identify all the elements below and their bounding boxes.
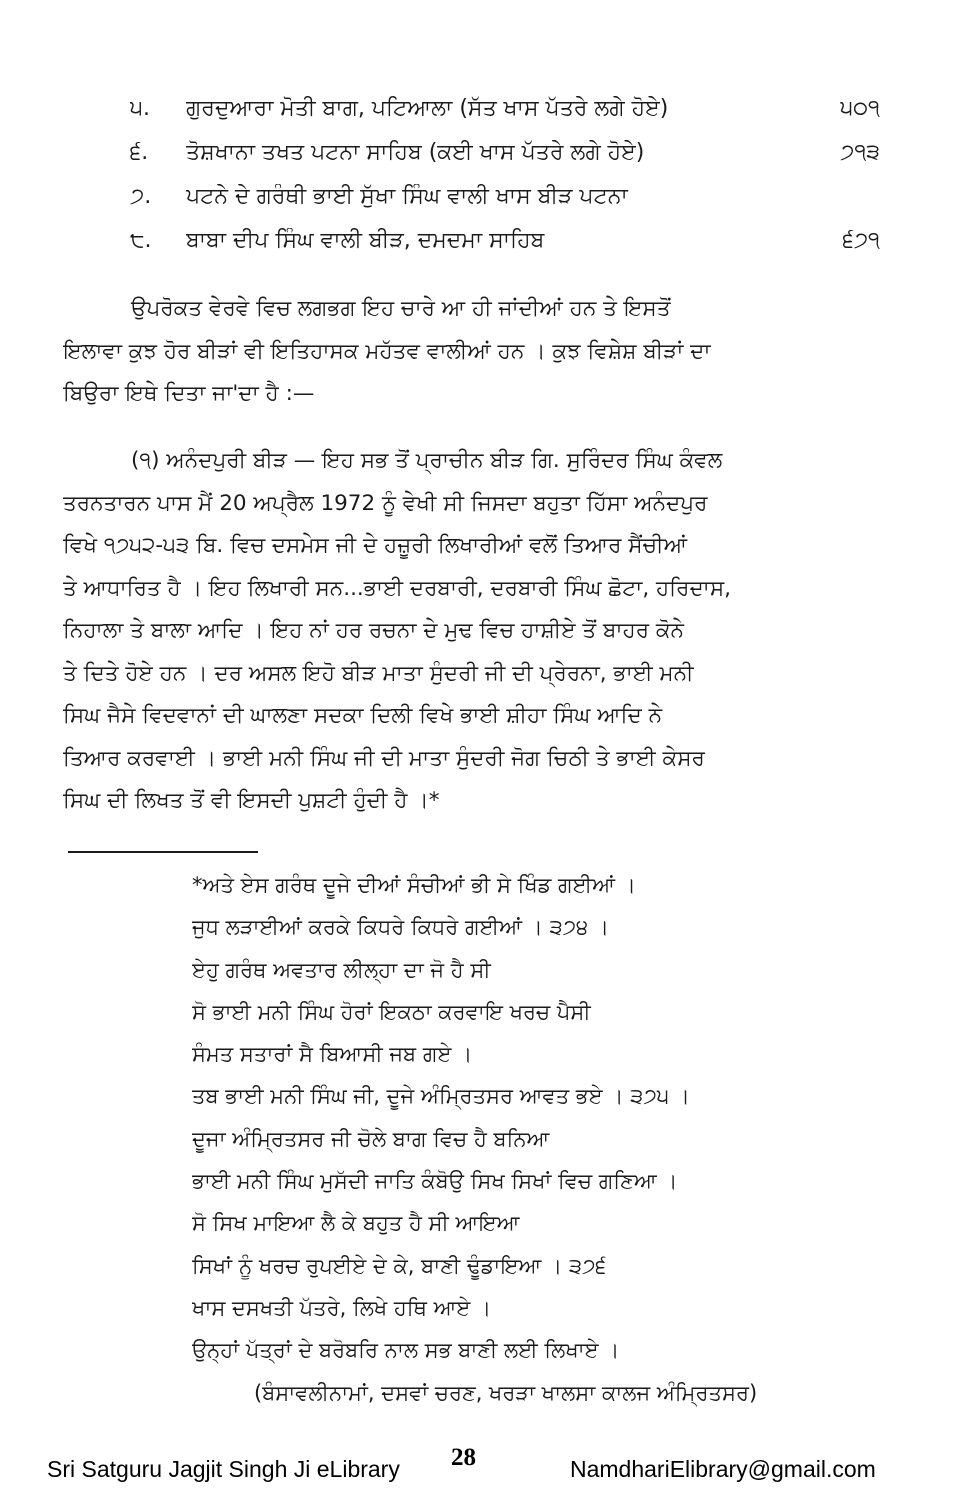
list-item-number: ੬. — [130, 140, 149, 165]
paragraph-line: ਵਿਖੇ ੧੭੫੨-੫੩ ਬਿ. ਵਿਚ ਦਸਮੇਸ ਜੀ ਦੇ ਹਜ਼ੂਰੀ ਲਿਖਾਰੀਆਂ ਵਲੋਂ ਤਿਆਰ ਸੈਂਚੀਆਂ — [63, 533, 688, 558]
footer-library-name: Sri Satguru Jagjit Singh Ji eLibrary — [47, 1456, 400, 1482]
paragraph-line: ਤੇ ਆਧਾਰਿਤ ਹੈ । ਇਹ ਲਿਖਾਰੀ ਸਨ...ਭਾਈ ਦਰਬਾਰੀ, ਦਰਬਾਰੀ ਸਿੰਘ ਛੋਟਾ, ਹਰਿਦਾਸ, — [63, 575, 731, 601]
footnote-verse — [192, 864, 872, 1414]
list-item — [130, 140, 880, 184]
list-item-text: ਬਾਬਾ ਦੀਪ ਸਿੰਘ ਵਾਲੀ ਬੀੜ, ਦਮਦਮਾ ਸਾਹਿਬ — [186, 228, 545, 253]
verse-line: ਭਾਈ ਮਨੀ ਸਿੰਘ ਮੁਸੱਦੀ ਜਾਤਿ ਕੰਬੋਉ ਸਿਖ ਸਿਖਾਂ ਵਿਚ ਗਣਿਆ । — [192, 1169, 678, 1194]
verse-line: ਸਿਖਾਂ ਨੂੰ ਖਰਚ ਰੁਪਈਏ ਦੇ ਕੇ, ਬਾਣੀ ਢੂੰਡਾਇਆ । ੩੭੬ — [192, 1253, 607, 1278]
verse-line: ਤਬ ਭਾਈ ਮਨੀ ਸਿੰਘ ਜੀ, ਦੂਜੇ ਅੰਮ੍ਰਿਤਸਰ ਆਵਤ ਭਏ । ੩੭੫ । — [192, 1084, 690, 1109]
footnote-source: (ਬੰਸਾਵਲੀਨਾਮਾਂ, ਦਸਵਾਂ ਚਰਣ, ਖਰੜਾ ਖਾਲਸਾ ਕਾਲਜ ਅੰਮ੍ਰਿਤਸਰ) — [254, 1380, 758, 1405]
list-item-page: ੫੦੧ — [840, 96, 880, 121]
list-item-number: ੮. — [130, 228, 152, 253]
paragraph-line: ਬਿਉਰਾ ਇਥੇ ਦਿਤਾ ਜਾ'ਦਾ ਹੈ :— — [63, 381, 315, 406]
intro-paragraph — [63, 288, 871, 416]
list-item — [130, 228, 880, 272]
verse-line: ਸੋ ਭਾਈ ਮਨੀ ਸਿੰਘ ਹੋਰਾਂ ਇਕਠਾ ਕਰਵਾਇ ਖਰਚ ਪੈਸੀ — [192, 999, 591, 1024]
paragraph-line: ਇਲਾਵਾ ਕੁਝ ਹੋਰ ਬੀੜਾਂ ਵੀ ਇਤਿਹਾਸਕ ਮਹੱਤਵ ਵਾਲੀਆਂ ਹਨ । ਕੁਝ ਵਿਸ਼ੇਸ਼ ਬੀੜਾਂ ਦਾ — [63, 338, 711, 364]
anandpuri-bir-paragraph — [63, 440, 871, 823]
bir-list — [130, 96, 880, 272]
footnote-divider — [68, 851, 258, 853]
list-item-text: ਪਟਨੇ ਦੇ ਗਰੰਥੀ ਭਾਈ ਸੁੱਖਾ ਸਿੰਘ ਵਾਲੀ ਖਾਸ ਬੀੜ ਪਟਨਾ — [186, 184, 628, 209]
verse-line: ਏਹੁ ਗਰੰਥ ਅਵਤਾਰ ਲੀਲ੍ਹਾ ਦਾ ਜੋ ਹੈ ਸੀ — [192, 957, 491, 982]
paragraph-line: ਤਿਆਰ ਕਰਵਾਈ । ਭਾਈ ਮਨੀ ਸਿੰਘ ਜੀ ਦੀ ਮਾਤਾ ਸੁੰਦਰੀ ਜੋਗ ਚਿਠੀ ਤੇ ਭਾਈ ਕੇਸਰ — [63, 745, 705, 771]
paragraph-line: ਸਿਘ ਜੈਸੇ ਵਿਦਵਾਨਾਂ ਦੀ ਘਾਲਣਾ ਸਦਕਾ ਦਿਲੀ ਵਿਖੇ ਭਾਈ ਸ਼ੀਹਾ ਸਿੰਘ ਆਦਿ ਨੇ — [63, 703, 663, 728]
verse-line: ਸੰਮਤ ਸਤਾਰਾਂ ਸੈ ਬਿਆਸੀ ਜਬ ਗਏ । — [192, 1042, 473, 1067]
paragraph-line: (੧) ਅਨੰਦਪੁਰੀ ਬੀੜ — ਇਹ ਸਭ ਤੋਂ ਪ੍ਰਾਚੀਨ ਬੀੜ ਗਿ. ਸੁਰਿੰਦਰ ਸਿੰਘ ਕੰਵਲ — [131, 448, 723, 473]
list-item-page: ੬੭੧ — [842, 228, 880, 253]
paragraph-line: ਨਿਹਾਲਾ ਤੇ ਬਾਲਾ ਆਦਿ । ਇਹ ਨਾਂ ਹਰ ਰਚਨਾ ਦੇ ਮੁਢ ਵਿਚ ਹਾਸ਼ੀਏ ਤੋਂ ਬਾਹਰ ਕੋਨੇ — [63, 618, 684, 643]
paragraph-line: ਸਿਘ ਦੀ ਲਿਖਤ ਤੋਂ ਵੀ ਇਸਦੀ ਪੁਸ਼ਟੀ ਹੁੰਦੀ ਹੈ ।* — [63, 788, 440, 813]
verse-line: ਸੋ ਸਿਖ ਮਾਇਆ ਲੈ ਕੇ ਬਹੁਤ ਹੈ ਸੀ ਆਇਆ — [192, 1211, 520, 1236]
list-item-number: ੫. — [130, 96, 150, 121]
list-item — [130, 96, 880, 140]
list-item-page: ੭੧੩ — [840, 140, 880, 165]
paragraph-line: ਉਪਰੋਕਤ ਵੇਰਵੇ ਵਿਚ ਲਗਭਗ ਇਹ ਚਾਰੇ ਆ ਹੀ ਜਾਂਦੀਆਂ ਹਨ ਤੇ ਇਸਤੋਂ — [131, 296, 671, 321]
list-item-text: ਤੋਸ਼ਖਾਨਾ ਤਖਤ ਪਟਨਾ ਸਾਹਿਬ (ਕਈ ਖਾਸ ਪੱਤਰੇ ਲਗੇ ਹੋਏ) — [186, 140, 645, 165]
footer-email: NamdhariElibrary@gmail.com — [570, 1456, 876, 1482]
page-number: 28 — [451, 1444, 476, 1471]
verse-line: ਦੂਜਾ ਅੰਮ੍ਰਿਤਸਰ ਜੀ ਚੋਲੇ ਬਾਗ ਵਿਚ ਹੈ ਬਨਿਆ — [192, 1126, 550, 1151]
paragraph-line: ਤਰਨਤਾਰਨ ਪਾਸ ਮੈਂ 20 ਅਪ੍ਰੈਲ 1972 ਨੂੰ ਵੇਖੀ ਸੀ ਜਿਸਦਾ ਬਹੁਤਾ ਹਿੱਸਾ ਅਨੰਦਪੁਰ — [63, 490, 708, 516]
verse-line: *ਅਤੇ ਏਸ ਗਰੰਥ ਦੂਜੇ ਦੀਆਂ ਸੰਚੀਆਂ ਭੀ ਸੇ ਖਿੰਡ ਗਈਆਂ । — [192, 873, 636, 897]
verse-line: ਜੁਧ ਲੜਾਈਆਂ ਕਰਕੇ ਕਿਧਰੇ ਕਿਧਰੇ ਗਈਆਂ । ੩੭੪ । — [192, 915, 610, 940]
verse-line: ਖਾਸ ਦਸਖਤੀ ਪੱਤਰੇ, ਲਿਖੇ ਹਥਿ ਆਏ । — [192, 1295, 492, 1320]
list-item-number: ੭. — [130, 184, 152, 209]
list-item — [130, 184, 880, 228]
paragraph-line: ਤੇ ਦਿਤੇ ਹੋਏ ਹਨ । ਦਰ ਅਸਲ ਇਹੋ ਬੀੜ ਮਾਤਾ ਸੁੰਦਰੀ ਜੀ ਦੀ ਪ੍ਰੇਰਨਾ, ਭਾਈ ਮਨੀ — [63, 660, 694, 686]
verse-line: ਉਨ੍ਹਾਂ ਪੱਤ੍ਰਾਂ ਦੇ ਬਰੋਬਰਿ ਨਾਲ ਸਭ ਬਾਣੀ ਲਈ ਲਿਖਾਏ । — [192, 1338, 620, 1363]
list-item-text: ਗੁਰਦੁਆਰਾ ਮੋਤੀ ਬਾਗ, ਪਟਿਆਲਾ (ਸੱਤ ਖਾਸ ਪੱਤਰੇ ਲਗੇ ਹੋਏ) — [186, 96, 669, 121]
